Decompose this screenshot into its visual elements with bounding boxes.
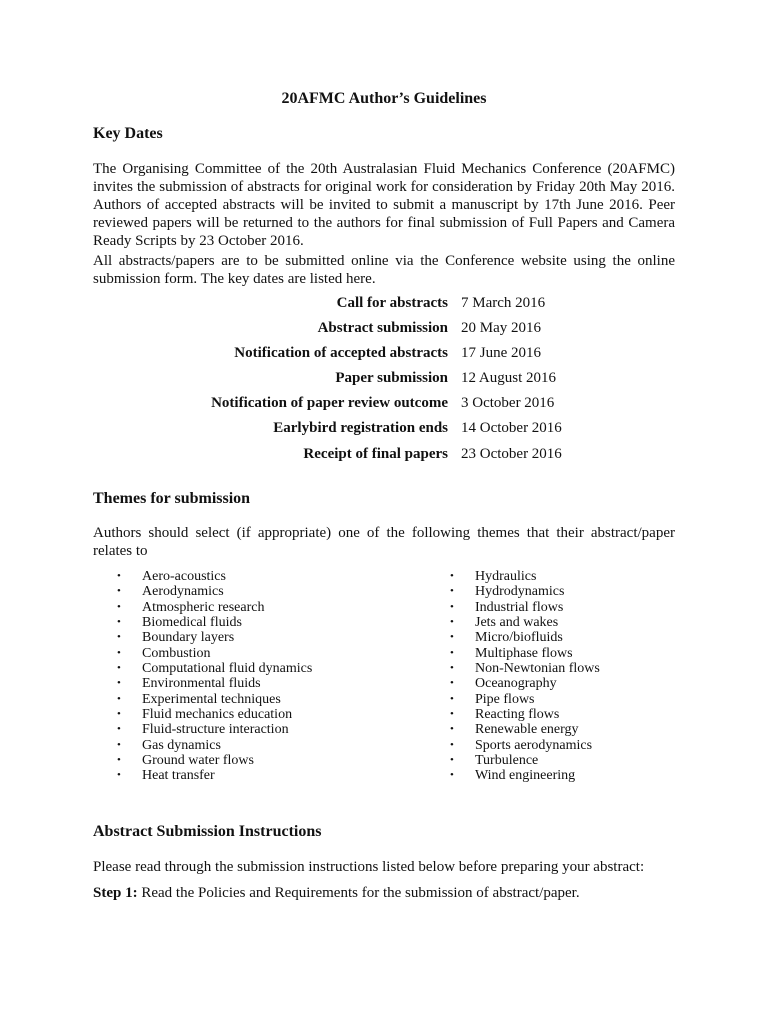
theme-item bbox=[117, 707, 312, 722]
key-date-value: 14 October 2016 bbox=[461, 420, 562, 437]
theme-label: Biomedical fluids bbox=[142, 615, 242, 631]
theme-label: Jets and wakes bbox=[475, 615, 559, 631]
theme-label: Experimental techniques bbox=[142, 691, 281, 707]
theme-label: Environmental fluids bbox=[142, 676, 261, 692]
instructions-intro: Please read through the submission instructions listed below before preparing your abstract: bbox=[93, 859, 645, 875]
bullet-icon: • bbox=[117, 585, 121, 598]
bullet-icon: • bbox=[450, 631, 454, 644]
bullet-icon: • bbox=[450, 616, 454, 629]
instructions-heading: Abstract Submission Instructions bbox=[93, 823, 322, 840]
bullet-icon: • bbox=[117, 662, 121, 675]
theme-item bbox=[117, 646, 312, 661]
step-1-text: Read the Policies and Requirements for the submission of abstract/paper. bbox=[137, 885, 580, 901]
themes-intro: Authors should select (if appropriate) one of the following themes that their abstract/paper relates to bbox=[93, 525, 675, 559]
theme-label: Aerodynamics bbox=[142, 584, 224, 600]
theme-item bbox=[450, 707, 600, 722]
theme-label: Fluid mechanics education bbox=[142, 707, 293, 723]
bullet-icon: • bbox=[117, 631, 121, 644]
key-dates-heading: Key Dates bbox=[93, 125, 163, 142]
theme-item bbox=[117, 630, 312, 645]
key-date-label: Notification of accepted abstracts bbox=[234, 345, 448, 362]
theme-item bbox=[450, 753, 600, 768]
themes-list-right bbox=[450, 569, 600, 784]
theme-label: Aero-acoustics bbox=[142, 569, 226, 584]
step-1 bbox=[93, 884, 580, 902]
step-1-label: Step 1: bbox=[93, 885, 138, 901]
theme-label: Combustion bbox=[142, 645, 211, 661]
key-date-value: 20 May 2016 bbox=[461, 320, 541, 337]
theme-label: Micro/biofluids bbox=[475, 630, 563, 646]
bullet-icon: • bbox=[117, 692, 121, 705]
theme-label: Turbulence bbox=[475, 753, 539, 769]
bullet-icon: • bbox=[450, 769, 454, 782]
theme-item bbox=[117, 615, 312, 630]
theme-item bbox=[450, 676, 600, 691]
key-dates-table bbox=[0, 293, 768, 469]
key-date-label: Notification of paper review outcome bbox=[211, 395, 448, 412]
bullet-icon: • bbox=[450, 708, 454, 721]
theme-item bbox=[450, 692, 600, 707]
key-date-row bbox=[0, 444, 768, 469]
bullet-icon: • bbox=[117, 769, 121, 782]
theme-item bbox=[117, 569, 312, 584]
bullet-icon: • bbox=[117, 616, 121, 629]
key-date-row bbox=[0, 393, 768, 418]
bullet-icon: • bbox=[117, 723, 121, 736]
theme-label: Hydrodynamics bbox=[475, 584, 565, 600]
themes-list-left bbox=[117, 569, 312, 784]
bullet-icon: • bbox=[450, 570, 454, 582]
bullet-icon: • bbox=[117, 646, 121, 659]
key-date-row bbox=[0, 418, 768, 443]
theme-item bbox=[450, 661, 600, 676]
theme-label: Wind engineering bbox=[475, 768, 576, 784]
theme-item bbox=[450, 630, 600, 645]
theme-label: Reacting flows bbox=[475, 707, 560, 723]
theme-label: Heat transfer bbox=[142, 768, 215, 784]
theme-item bbox=[117, 738, 312, 753]
key-date-value: 23 October 2016 bbox=[461, 445, 562, 462]
theme-label: Sports aerodynamics bbox=[475, 737, 593, 753]
theme-item bbox=[450, 768, 600, 783]
theme-label: Computational fluid dynamics bbox=[142, 661, 313, 677]
key-date-label: Earlybird registration ends bbox=[273, 420, 448, 437]
key-date-value: 7 March 2016 bbox=[461, 295, 546, 311]
key-date-label: Receipt of final papers bbox=[303, 445, 448, 462]
theme-item bbox=[450, 600, 600, 615]
bullet-icon: • bbox=[450, 585, 454, 598]
key-date-value: 12 August 2016 bbox=[461, 370, 557, 387]
theme-label: Fluid-structure interaction bbox=[142, 722, 289, 738]
theme-item bbox=[450, 646, 600, 661]
theme-label: Pipe flows bbox=[475, 691, 535, 707]
theme-label: Gas dynamics bbox=[142, 737, 221, 753]
theme-item bbox=[117, 661, 312, 676]
bullet-icon: • bbox=[450, 646, 454, 659]
theme-label: Hydraulics bbox=[475, 569, 537, 584]
theme-label: Non-Newtonian flows bbox=[475, 661, 600, 677]
bullet-icon: • bbox=[117, 677, 121, 690]
theme-item bbox=[117, 692, 312, 707]
key-dates-paragraph: The Organising Committee of the 20th Australasian Fluid Mechanics Conference (20AFMC) invites the submission of abstracts for original work for consideration by Friday 20th May 2016. Authors of accepted abstracts will be invited to submit a manuscript by 17th June 2016. Peer reviewed papers will be returned to the authors for final submission of Full Papers and Camera Ready Scripts by 23 October 2016. bbox=[93, 161, 675, 249]
key-date-row bbox=[0, 343, 768, 368]
theme-item bbox=[450, 569, 600, 584]
theme-label: Atmospheric research bbox=[142, 599, 265, 615]
theme-item bbox=[117, 722, 312, 737]
key-date-label: Abstract submission bbox=[317, 320, 448, 337]
theme-label: Boundary layers bbox=[142, 630, 235, 646]
theme-item bbox=[450, 584, 600, 599]
bullet-icon: • bbox=[450, 692, 454, 705]
theme-item bbox=[117, 600, 312, 615]
submission-paragraph: All abstracts/papers are to be submitted online via the Conference website using the online submission form. The key dates are listed here. bbox=[93, 253, 675, 287]
theme-label: Oceanography bbox=[475, 676, 557, 692]
key-date-row bbox=[0, 368, 768, 393]
key-date-label: Call for abstracts bbox=[336, 295, 448, 311]
bullet-icon: • bbox=[450, 723, 454, 736]
bullet-icon: • bbox=[450, 754, 454, 767]
bullet-icon: • bbox=[117, 754, 121, 767]
key-date-label: Paper submission bbox=[335, 370, 448, 387]
theme-item bbox=[450, 615, 600, 630]
theme-label: Renewable energy bbox=[475, 722, 579, 738]
bullet-icon: • bbox=[117, 570, 121, 582]
bullet-icon: • bbox=[117, 738, 121, 751]
bullet-icon: • bbox=[117, 708, 121, 721]
theme-item bbox=[117, 768, 312, 783]
key-date-row bbox=[0, 293, 768, 318]
bullet-icon: • bbox=[450, 738, 454, 751]
theme-item bbox=[117, 676, 312, 691]
theme-item bbox=[450, 738, 600, 753]
theme-label: Ground water flows bbox=[142, 753, 254, 769]
bullet-icon: • bbox=[117, 600, 121, 613]
theme-label: Industrial flows bbox=[475, 599, 564, 615]
bullet-icon: • bbox=[450, 662, 454, 675]
theme-item bbox=[117, 753, 312, 768]
page-title: 20AFMC Author’s Guidelines bbox=[281, 90, 487, 107]
bullet-icon: • bbox=[450, 677, 454, 690]
themes-heading: Themes for submission bbox=[93, 490, 251, 507]
theme-item bbox=[117, 584, 312, 599]
theme-item bbox=[450, 722, 600, 737]
key-date-value: 17 June 2016 bbox=[461, 345, 541, 362]
theme-label: Multiphase flows bbox=[475, 645, 573, 661]
key-date-row bbox=[0, 318, 768, 343]
key-date-value: 3 October 2016 bbox=[461, 395, 555, 412]
bullet-icon: • bbox=[450, 600, 454, 613]
